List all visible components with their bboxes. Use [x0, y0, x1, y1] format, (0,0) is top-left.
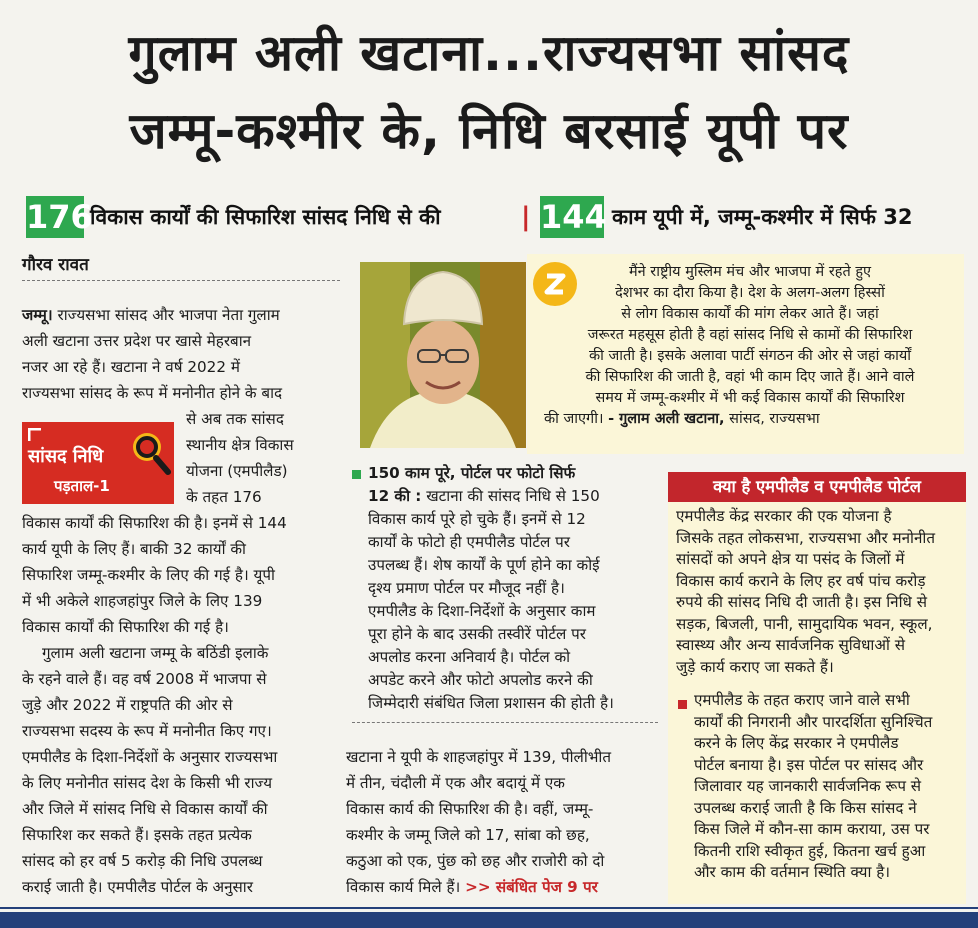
info-box-title: क्या है एमपीलैड व एमपीलैड पोर्टल	[668, 472, 966, 502]
info-paragraph-2	[694, 690, 962, 884]
col1-line: कराई जाती है। एमपीलैड पोर्टल के अनुसार	[22, 878, 253, 896]
col1-line: सिफारिश जम्मू-कश्मीर के लिए की गई है। यूपी	[22, 566, 275, 584]
quote-line: मैंने राष्ट्रीय मुस्लिम मंच और भाजपा में रहते हुए	[628, 264, 872, 280]
portrait-illustration	[360, 262, 526, 448]
subhead-number-144: 144	[540, 198, 607, 236]
subhead-separator: |	[521, 202, 531, 232]
dateline: जम्मू।	[22, 306, 53, 324]
quote-attribution-role: सांसद, राज्यसभा	[729, 411, 820, 427]
col2-line: अपडेट करने और फोटो अपलोड करने की	[368, 671, 593, 689]
col2-line: विकास कार्य की सिफारिश की है। वहीं, जम्मू-	[346, 800, 594, 818]
col2-line: विकास कार्य पूरे हो चुके हैं। इनमें से 12	[368, 510, 586, 528]
col2-line: कश्मीर के जम्मू जिले को 17, सांबा को छह,	[346, 826, 590, 844]
info-line: पोर्टल बनाया है। इस पोर्टल पर सांसद और	[694, 755, 924, 774]
col1-paragraph-2	[22, 640, 340, 900]
quote-text	[540, 262, 960, 430]
badge-subtitle: पड़ताल-1	[54, 477, 110, 495]
info-line: एमपीलैड केंद्र सरकार की एक योजना है	[676, 507, 892, 525]
info-line: विकास कार्य कराने के लिए हर वर्ष पांच करोड़	[676, 571, 926, 590]
col2-line: कार्यों के फोटो ही एमपीलैड पोर्टल पर	[368, 533, 571, 551]
col2-divider	[352, 722, 658, 723]
footer-bar	[0, 912, 978, 928]
col2-line: एमपीलैड के दिशा-निर्देशों के अनुसार काम	[368, 602, 596, 620]
col1-beside-badge	[186, 406, 340, 510]
badge-title: सांसद निधि	[28, 446, 104, 467]
col1-line: विकास कार्यों की सिफारिश की है। इनमें से 144	[22, 514, 287, 532]
info-line: स्वास्थ्य और अन्य सार्वजनिक सुविधाओं से	[676, 636, 905, 654]
quote-line: समय में जम्मू-कश्मीर में भी कई विकास कार्यों की सिफारिश	[595, 390, 905, 406]
byline-divider	[22, 280, 340, 281]
col1-line: एमपीलैड के दिशा-निर्देशों के अनुसार राज्यसभा	[22, 748, 278, 766]
info-line: सांसदों को अपने क्षेत्र या पसंद के जिलों में	[676, 550, 905, 568]
col1-line: राज्यसभा सदस्य के रूप में मनोनीत किए गए।	[22, 722, 272, 740]
col2-line: अपलोड करना अनिवार्य है। पोर्टल को	[368, 648, 571, 666]
col2-line: विकास कार्य मिले हैं। >> संबंधित पेज 9 पर	[346, 878, 598, 896]
col2-line: जिम्मेदारी संबंधित जिला प्रशासन की होती है।	[368, 694, 614, 712]
col1-line: सिफारिश कर सकते हैं। इसके तहत प्रत्येक	[22, 826, 252, 844]
quote-line: देशभर का दौरा किया है। देश के अलग-अलग हिस्सों	[615, 285, 885, 301]
col1-paragraph-1-rest	[22, 510, 340, 640]
info-line: उपलब्ध कराई जाती है कि किस सांसद ने	[694, 798, 917, 817]
series-badge	[22, 422, 174, 504]
col1-line: में भी अकेले शाहजहांपुर जिले के लिए 139	[22, 592, 263, 610]
col1-line: विकास कार्यों की सिफारिश की गई है।	[22, 618, 229, 636]
col2-line: 12 की : खटाना की सांसद निधि से 150	[368, 487, 600, 505]
info-line: और काम की वर्तमान स्थिति क्या है।	[694, 863, 891, 881]
quote-line: जरूरत महसूस होती है वहां सांसद निधि से कामों की सिफारिश	[587, 327, 913, 343]
info-paragraph-1	[676, 506, 960, 678]
col2-line: खटाना ने यूपी के शाहजहांपुर में 139, पीलीभीत	[346, 748, 612, 766]
continued-link[interactable]: >> संबंधित पेज 9 पर	[465, 878, 598, 896]
subhead-number-176: 176	[26, 198, 93, 236]
col2-heading: 150 काम पूरे, पोर्टल पर फोटो सिर्फ	[368, 464, 576, 482]
quote-line: की जाएगी। - गुलाम अली खटाना, सांसद, राज्यसभा	[544, 411, 820, 427]
col1-line: के तहत 176	[186, 488, 262, 506]
col1-line: कार्य यूपी के लिए हैं। बाकी 32 कार्यों की	[22, 540, 246, 558]
info-line: जुड़े कार्य कराए जा सकते हैं।	[676, 657, 834, 676]
magnifier-icon	[130, 430, 172, 478]
info-line: कितनी राशि स्वीकृत हुई, कितना खर्च हुआ	[694, 841, 926, 860]
col2-line: कठुआ को एक, पुंछ को छह और राजोरी को दो	[346, 852, 605, 870]
col1-line: जुड़े और 2022 में राष्ट्रपति की ओर से	[22, 696, 233, 714]
info-line: करने के लिए केंद्र सरकार ने एमपीलैड	[694, 734, 899, 752]
col1-line: स्थानीय क्षेत्र विकास	[186, 436, 294, 454]
col1-line: नजर आ रहे हैं। खटाना ने वर्ष 2022 में	[22, 358, 240, 376]
col2-line: पूरा होने के बाद उसकी तस्वीरें पोर्टल पर	[368, 625, 587, 643]
col1-line: से अब तक सांसद	[186, 410, 284, 428]
headline-line-1: गुलाम अली खटाना...राज्यसभा सांसद	[128, 24, 850, 82]
quote-attribution-name: - गुलाम अली खटाना,	[608, 411, 725, 427]
info-line: एमपीलैड के तहत कराए जाने वाले सभी	[694, 691, 910, 709]
col2-line: में तीन, चंदौली में एक और बदायूं में एक	[346, 774, 565, 792]
col1-line: और जिले में सांसद निधि से विकास कार्यों की	[22, 800, 268, 818]
info-line: जिलावार यह जानकारी सार्वजनिक रूप से	[694, 777, 922, 795]
info-line: कार्यों की निगरानी और पारदर्शिता सुनिश्चित	[694, 712, 933, 731]
col1-line: अली खटाना उत्तर प्रदेश पर खासे मेहरबान	[22, 332, 252, 350]
info-line: जिसके तहत लोकसभा, राज्यसभा और मनोनीत	[676, 528, 935, 547]
info-line: सड़क, बिजली, पानी, सामुदायिक भवन, स्कूल,	[676, 614, 933, 633]
headline-line-2: जम्मू-कश्मीर के, निधि बरसाई यूपी पर	[129, 102, 849, 160]
byline: गौरव रावत	[22, 255, 89, 275]
col1-line: योजना (एमपीलैड)	[186, 462, 288, 480]
subhead-text-2: काम यूपी में, जम्मू-कश्मीर में सिर्फ 32	[612, 205, 913, 229]
col2-section	[368, 462, 658, 715]
quote-line: की सिफारिश की जाती है, वहां भी काम दिए जाते हैं। आने वाले	[585, 369, 915, 385]
quote-line: से लोग विकास कार्यों की मांग लेकर आते हैं। जहां	[621, 306, 879, 322]
col1-line: के लिए मनोनीत सांसद देश के किसी भी राज्य	[22, 774, 273, 792]
col2-paragraph-2	[346, 744, 658, 900]
footer-rule	[0, 907, 978, 909]
col2-line: उपलब्ध हैं। शेष कार्यों के पूर्ण होने का कोई	[368, 556, 600, 574]
subhead-text-1: विकास कार्यों की सिफारिश सांसद निधि से की	[90, 205, 441, 229]
section-bullet	[352, 470, 361, 479]
corner-icon	[28, 428, 42, 442]
col1-line: गुलाम अली खटाना जम्मू के बठिंडी इलाके	[42, 644, 269, 662]
col1-paragraph-1	[22, 302, 340, 406]
col1-line: के रहने वाले हैं। वह वर्ष 2008 में भाजपा से	[22, 670, 267, 688]
col1-line: जम्मू। राज्यसभा सांसद और भाजपा नेता गुलाम	[22, 306, 280, 324]
info-bullet	[678, 700, 687, 709]
portrait-photo	[360, 262, 526, 448]
col1-line: सांसद को हर वर्ष 5 करोड़ की निधि उपलब्ध	[22, 852, 263, 870]
col1-line: राज्यसभा सांसद के रूप में मनोनीत होने के बाद	[22, 384, 283, 402]
quote-line: की जाती है। इसके अलावा पार्टी संगठन की ओर से जहां कार्यों	[588, 348, 912, 364]
info-line: किस जिले में कौन-सा काम कराया, उस पर	[694, 820, 930, 838]
col2-line: दृश्य प्रमाण पोर्टल पर मौजूद नहीं है।	[368, 579, 565, 597]
info-line: रुपये की सांसद निधि दी जाती है। इस निधि से	[676, 593, 927, 611]
